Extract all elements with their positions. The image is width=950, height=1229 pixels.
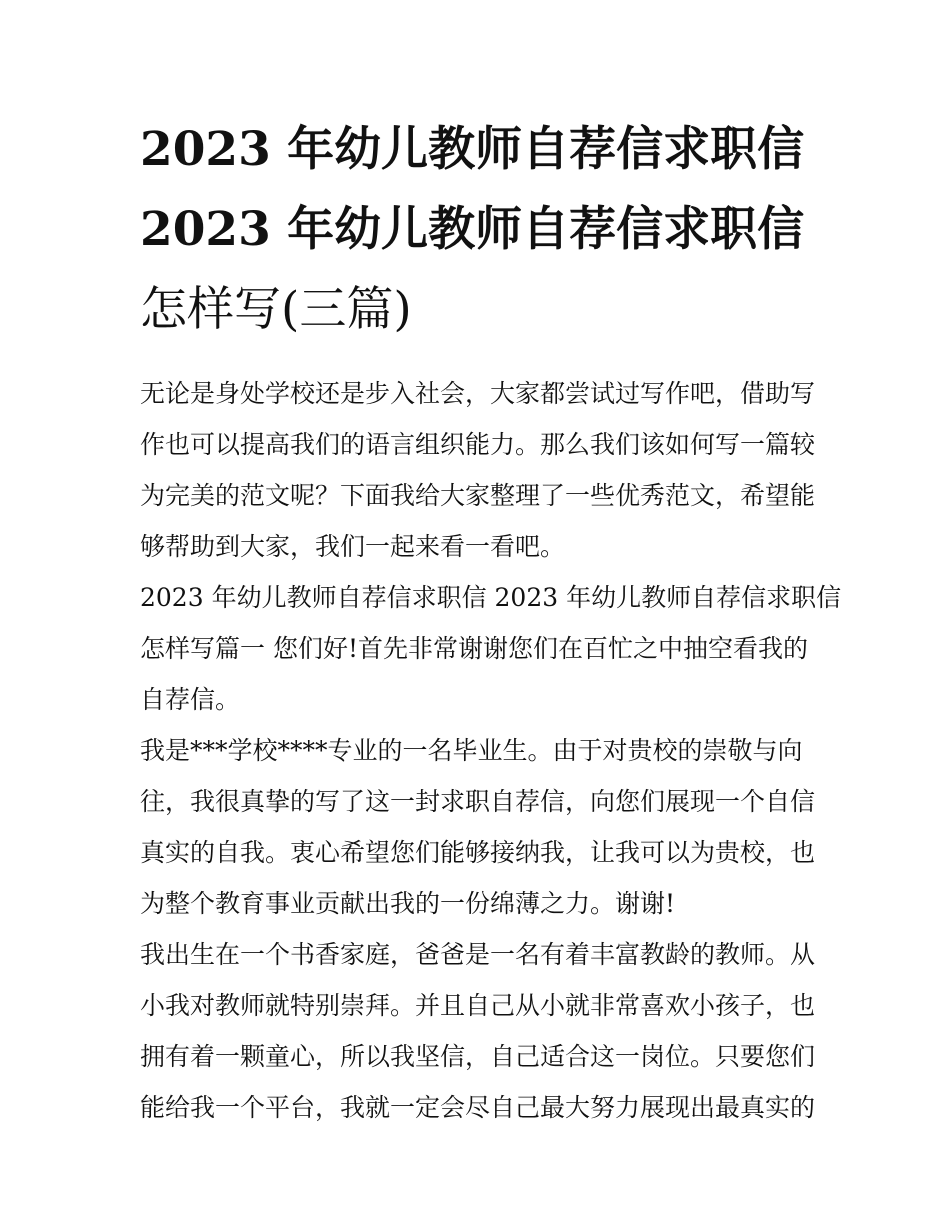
paragraph-line: 能给我一个平台，我就一定会尽自己最大努力展现出最真实的 xyxy=(140,1093,816,1122)
paragraph-line: 2023 年幼儿教师自荐信求职信 2023 年幼儿教师自荐信求职信 xyxy=(140,583,842,612)
document-body xyxy=(140,368,842,1133)
paragraph-line: 自荐信。 xyxy=(140,685,241,714)
paragraph-heading-greeting xyxy=(140,572,842,725)
paragraph-intro xyxy=(140,368,820,572)
paragraph-line: 往，我很真挚的写了这一封求职自荐信，向您们展现一个自信 xyxy=(140,787,816,816)
paragraph-line: 无论是身处学校还是步入社会，大家都尝试过写作吧，借助写 xyxy=(140,379,816,408)
paragraph-line: 够帮助到大家，我们一起来看一看吧。 xyxy=(140,532,566,561)
document-title xyxy=(140,110,820,350)
paragraph-line: 我是***学校****专业的一名毕业生。由于对贵校的崇敬与向 xyxy=(140,736,803,765)
paragraph-self-intro xyxy=(140,725,820,929)
paragraph-background xyxy=(140,929,820,1133)
title-line-1: 2023 年幼儿教师自荐信求职信 xyxy=(140,122,805,177)
title-line-3: 怎样写(三篇) xyxy=(140,282,412,337)
paragraph-line: 作也可以提高我们的语言组织能力。那么我们该如何写一篇较 xyxy=(140,430,816,459)
paragraph-line: 拥有着一颗童心，所以我坚信，自己适合这一岗位。只要您们 xyxy=(140,1042,816,1071)
paragraph-line: 小我对教师就特别崇拜。并且自己从小就非常喜欢小孩子，也 xyxy=(140,991,816,1020)
paragraph-line: 怎样写篇一 您们好!首先非常谢谢您们在百忙之中抽空看我的 xyxy=(140,634,808,663)
paragraph-line: 真实的自我。衷心希望您们能够接纳我，让我可以为贵校，也 xyxy=(140,838,816,867)
title-line-2: 2023 年幼儿教师自荐信求职信 xyxy=(140,202,805,257)
paragraph-line: 为完美的范文呢？下面我给大家整理了一些优秀范文，希望能 xyxy=(140,481,816,510)
paragraph-line: 为整个教育事业贡献出我的一份绵薄之力。谢谢! xyxy=(140,889,676,918)
document-page xyxy=(140,110,842,1133)
paragraph-line: 我出生在一个书香家庭，爸爸是一名有着丰富教龄的教师。从 xyxy=(140,940,816,969)
